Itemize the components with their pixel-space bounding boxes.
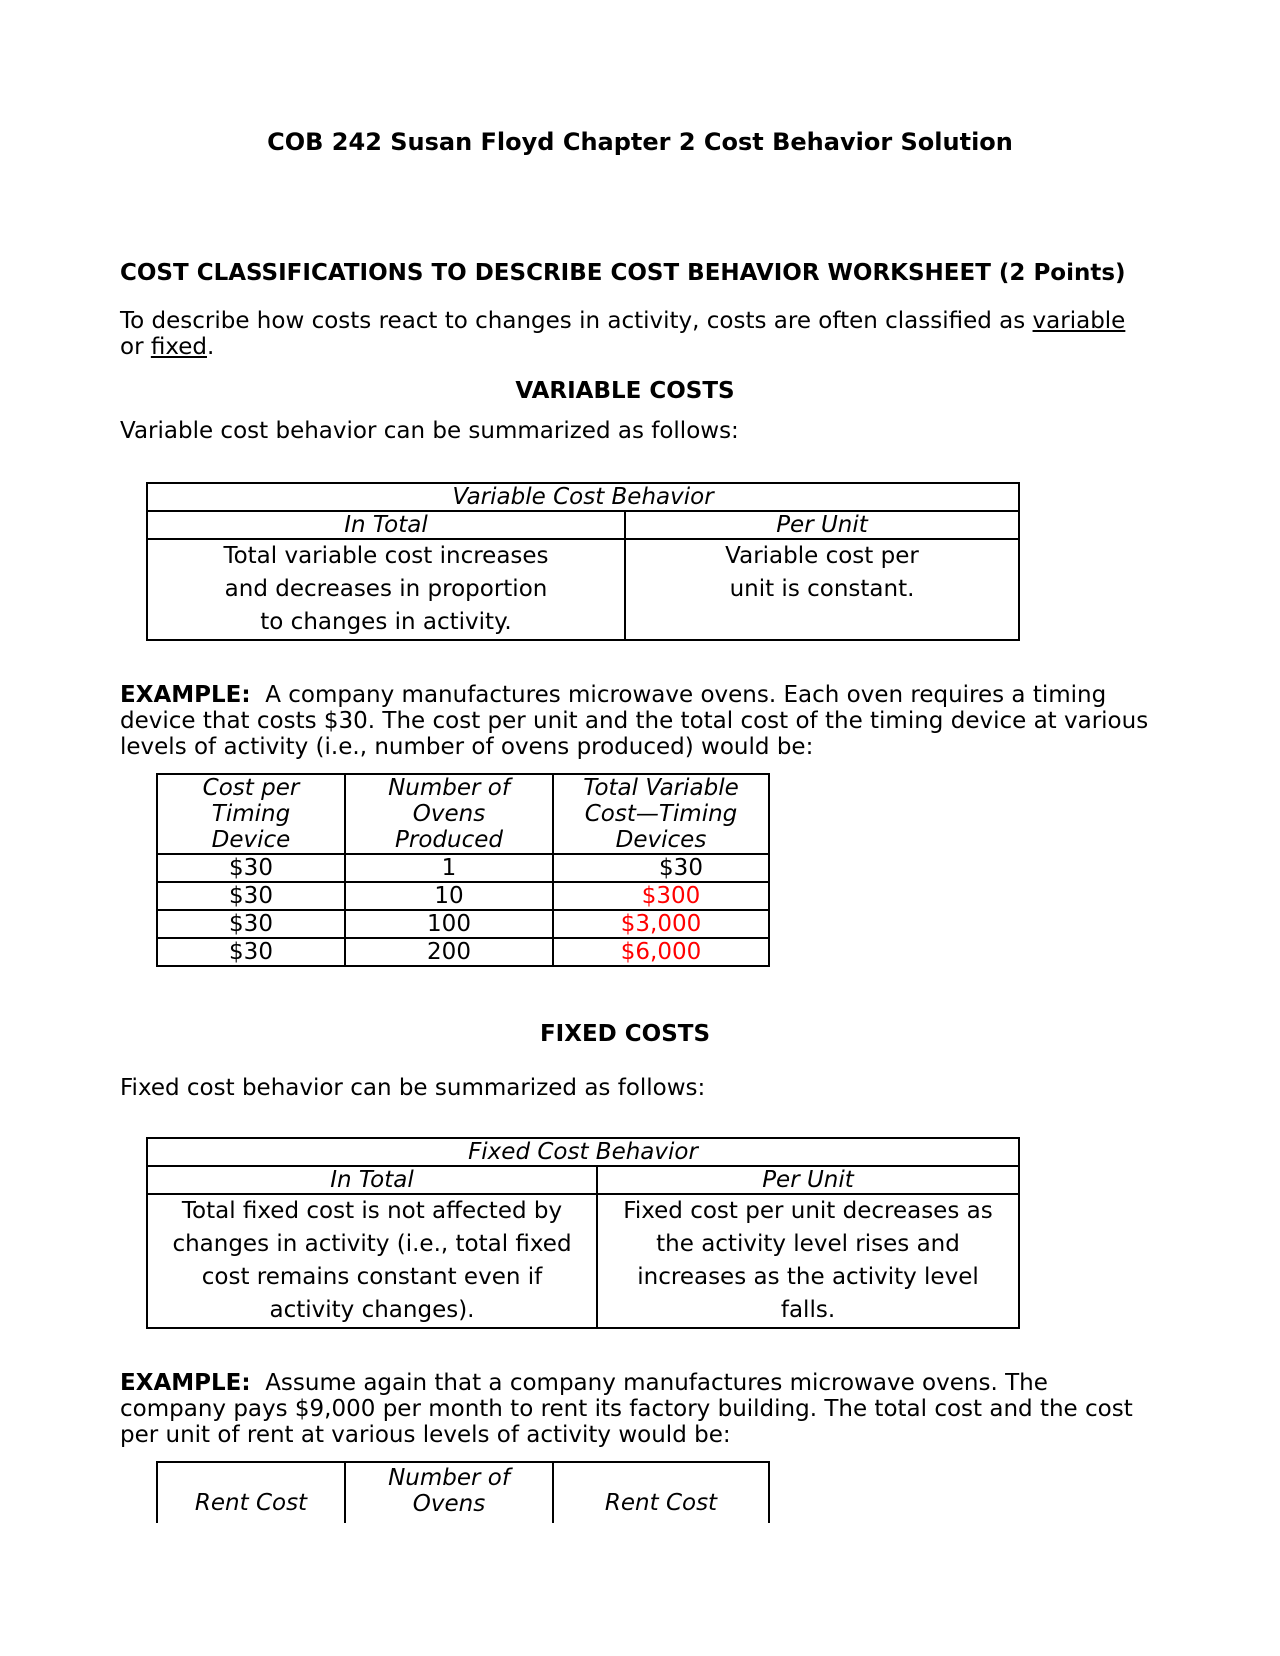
variable-col-in-total: In Total (147, 511, 625, 539)
header-line: Ovens (412, 801, 486, 827)
fixed-summary: Fixed cost behavior can be summarized as follows: (120, 1075, 706, 1101)
total-cell-answer: $3,000 (553, 910, 769, 938)
header-line: Number of (388, 775, 510, 801)
variable-in-total-cell (147, 539, 625, 640)
text-line: Total variable cost increases (223, 543, 549, 569)
text-line: levels of activity (i.e., number of ovens produced) would be: (120, 734, 814, 760)
cost-cell: $30 (157, 854, 345, 882)
header-line: Number of (388, 1465, 510, 1491)
text-line: unit is constant. (729, 576, 915, 602)
text-line: and decreases in proportion (224, 576, 548, 602)
term-fixed: fixed (150, 334, 207, 360)
fixed-behavior-table (146, 1137, 1020, 1329)
ovens-cell: 100 (345, 910, 553, 938)
header-line: Timing (211, 801, 291, 827)
header-rent-cost-total (553, 1462, 769, 1523)
term-variable: variable (1032, 308, 1126, 334)
fixed-example-paragraph (120, 1370, 1170, 1448)
header-line: Total Variable (583, 775, 739, 801)
total-cell-answer: $6,000 (553, 938, 769, 966)
table-row (157, 854, 769, 882)
header-rent-cost (157, 1462, 345, 1523)
total-cell: $30 (553, 854, 769, 882)
header-line: Device (211, 827, 291, 853)
fixed-col-in-total: In Total (147, 1166, 597, 1194)
ovens-cell: 1 (345, 854, 553, 882)
total-cell-answer: $300 (553, 882, 769, 910)
intro-period: . (207, 334, 215, 360)
variable-behavior-caption: Variable Cost Behavior (147, 483, 1019, 511)
table-row (157, 882, 769, 910)
text-line: increases as the activity level (637, 1264, 979, 1290)
header-line: Produced (395, 827, 503, 853)
table-row (157, 938, 769, 966)
fixed-example-table (156, 1461, 770, 1523)
header-line: Rent Cost (604, 1490, 718, 1516)
variable-behavior-table (146, 482, 1020, 641)
text-line: activity changes). (269, 1297, 475, 1323)
fixed-behavior-caption: Fixed Cost Behavior (147, 1138, 1019, 1166)
text-line: cost remains constant even if (201, 1264, 543, 1290)
header-line: Devices (615, 827, 707, 853)
text-line: device that costs $30. The cost per unit and the total cost of the timing device at various (120, 708, 1149, 734)
header-line: Cost—Timing (584, 801, 738, 827)
text-line: Fixed cost per unit decreases as (623, 1198, 993, 1224)
text-line: Variable cost per (725, 543, 919, 569)
example-label: EXAMPLE: (120, 682, 251, 708)
header-line: Rent Cost (194, 1490, 308, 1516)
intro-paragraph (120, 308, 1170, 360)
table-row (157, 910, 769, 938)
worksheet-heading: COST CLASSIFICATIONS TO DESCRIBE COST BEHAVIOR WORKSHEET (2 Points) (120, 260, 1126, 286)
text-line: Total fixed cost is not affected by (181, 1198, 563, 1224)
text-line: falls. (780, 1297, 836, 1323)
header-line: Ovens (412, 1491, 486, 1517)
cost-cell: $30 (157, 882, 345, 910)
page-title: COB 242 Susan Floyd Chapter 2 Cost Behavior Solution (267, 128, 1013, 156)
text-line: per unit of rent at various levels of activity would be: (120, 1422, 731, 1448)
variable-example-table (156, 773, 770, 967)
text-line: A company manufactures microwave ovens. Each oven requires a timing (265, 682, 1107, 708)
header-ovens-produced (345, 774, 553, 854)
header-line: Cost per (202, 775, 300, 801)
variable-costs-heading: VARIABLE COSTS (515, 378, 735, 404)
intro-or: or (120, 334, 151, 360)
header-cost-per-device (157, 774, 345, 854)
fixed-col-per-unit: Per Unit (597, 1166, 1019, 1194)
ovens-cell: 200 (345, 938, 553, 966)
header-total-variable-cost (553, 774, 769, 854)
fixed-costs-heading: FIXED COSTS (539, 1021, 711, 1047)
text-line: changes in activity (i.e., total fixed (172, 1231, 572, 1257)
header-number-of-ovens (345, 1462, 553, 1523)
variable-example-paragraph (120, 682, 1170, 760)
intro-text: To describe how costs react to changes in activity, costs are often classified as (120, 308, 1033, 334)
text-line: to changes in activity. (260, 609, 512, 635)
text-line: Assume again that a company manufactures microwave ovens. The (265, 1370, 1048, 1396)
variable-per-unit-cell (625, 539, 1019, 640)
text-line: the activity level rises and (656, 1231, 960, 1257)
variable-summary: Variable cost behavior can be summarized as follows: (120, 418, 739, 444)
example-label: EXAMPLE: (120, 1370, 251, 1396)
text-line: company pays $9,000 per month to rent its factory building. The total cost and the cost (120, 1396, 1133, 1422)
ovens-cell: 10 (345, 882, 553, 910)
fixed-in-total-cell (147, 1194, 597, 1328)
cost-cell: $30 (157, 938, 345, 966)
fixed-example-table-clip (156, 1461, 770, 1523)
cost-cell: $30 (157, 910, 345, 938)
fixed-per-unit-cell (597, 1194, 1019, 1328)
variable-col-per-unit: Per Unit (625, 511, 1019, 539)
